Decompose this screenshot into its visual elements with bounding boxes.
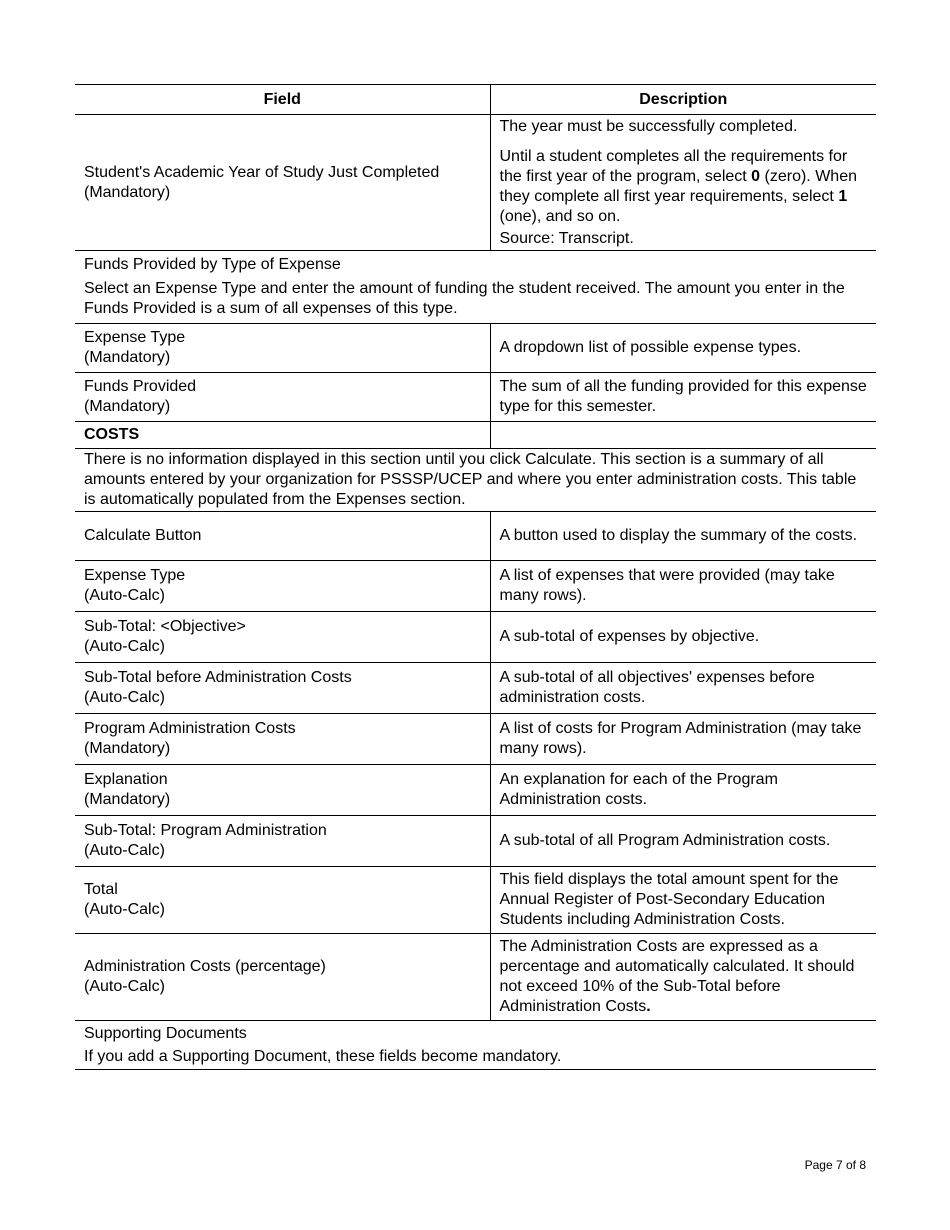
empty-cell [490,422,876,449]
field-qualifier: (Auto-Calc) [84,978,165,995]
field-qualifier: (Mandatory) [84,398,171,415]
desc-bold-period: . [646,998,651,1015]
field-cell [75,373,490,422]
document-page [75,84,876,1070]
field-label: Expense Type [84,567,186,584]
field-qualifier: (Mandatory) [84,740,171,757]
description-text-2 [500,147,868,227]
description-cell: A button used to display the summary of the costs. [490,512,876,561]
description-cell: A list of expenses that were provided (may take many rows). [490,561,876,612]
field-qualifier: (Auto-Calc) [84,901,165,918]
description-cell: An explanation for each of the Program Administration costs. [490,765,876,816]
section-text: Select an Expense Type and enter the amount of funding the student received. The amount you enter in the Funds Provided is a sum of all expenses of this type. [84,280,845,317]
field-label: Calculate Button [84,527,202,544]
field-cell [75,115,490,251]
field-label: Administration Costs (percentage) [84,958,326,975]
table-row-costs-section [75,449,876,512]
field-cell [75,934,490,1021]
field-label: Expense Type [84,329,186,346]
description-cell [490,934,876,1021]
field-cell [75,816,490,867]
desc-part: (zero). When they complete all first year requirements, select [499,168,857,205]
field-cell [75,714,490,765]
table-header-row [75,85,876,115]
table-row-expense-type [75,324,876,373]
desc-part: The Administration Costs are expressed as a percentage and automatically calculated. It should not exceed 10% of the Sub-Total before Administration Costs [499,938,855,1015]
field-label: Sub-Total: <Objective> [84,618,246,635]
table-row-academic-year [75,115,876,251]
field-qualifier: (Auto-Calc) [84,587,165,604]
table-row [75,816,876,867]
description-cell: A dropdown list of possible expense types. [490,324,876,373]
description-cell: A sub-total of all objectives' expenses before administration costs. [490,663,876,714]
field-cell [75,867,490,934]
table-row [75,714,876,765]
section-text: If you add a Supporting Document, these fields become mandatory. [84,1048,562,1065]
field-label: Total [84,881,118,898]
page-number: Page 7 of 8 [804,1158,866,1172]
description-cell: A list of costs for Program Administration (may take many rows). [490,714,876,765]
table-row [75,612,876,663]
section-cell [75,251,876,324]
section-cell [75,1021,876,1070]
section-text: There is no information displayed in this section until you click Calculate. This section is a summary of all amounts entered by your organization for PSSSP/UCEP and where you enter administration costs. This table is automatically populated from the Expenses section. [75,449,876,512]
description-text-3: Source: Transcript. [499,230,634,247]
field-label: Explanation [84,771,168,788]
field-cell [75,612,490,663]
section-title: Funds Provided by Type of Expense [84,256,341,273]
field-qualifier: (Auto-Calc) [84,689,165,706]
field-cell [75,765,490,816]
field-label: Student's Academic Year of Study Just Completed [84,163,440,181]
costs-heading: COSTS [75,422,490,449]
desc-part: Until a student completes all the requirements for the first year of the program, select [499,148,848,185]
table-row [75,561,876,612]
description-cell: A sub-total of all Program Administration costs. [490,816,876,867]
table-row-costs-heading [75,422,876,449]
header-field: Field [75,85,490,115]
table-row [75,765,876,816]
field-qualifier: (Mandatory) [84,349,171,366]
table-row-funds-section [75,251,876,324]
description-cell [490,115,876,251]
field-label: Funds Provided [84,378,197,395]
field-qualifier: (Auto-Calc) [84,638,165,655]
field-description-table [75,84,876,1070]
field-cell [75,663,490,714]
field-qualifier: (Auto-Calc) [84,842,165,859]
desc-bold-one: 1 [838,188,848,205]
description-text-1: The year must be successfully completed. [499,118,798,135]
field-qualifier: (Mandatory) [84,791,171,808]
header-description: Description [490,85,876,115]
field-cell [75,561,490,612]
field-label: Program Administration Costs [84,720,296,737]
field-label: Sub-Total: Program Administration [84,822,327,839]
table-row [75,512,876,561]
section-title: Supporting Documents [84,1025,247,1042]
field-label: Sub-Total before Administration Costs [84,669,352,686]
table-row [75,867,876,934]
table-row-admin-percentage [75,934,876,1021]
field-qualifier: (Mandatory) [84,183,171,201]
desc-part: (one), and so on. [499,208,621,225]
description-cell: This field displays the total amount spent for the Annual Register of Post-Secondary Education Students including Administration Costs. [490,867,876,934]
costs-rows [75,512,876,934]
field-cell [75,512,490,561]
table-row [75,663,876,714]
field-cell [75,324,490,373]
description-cell: The sum of all the funding provided for this expense type for this semester. [490,373,876,422]
table-row-funds-provided [75,373,876,422]
desc-bold-zero: 0 [751,168,761,185]
table-row-supporting-documents [75,1021,876,1070]
description-cell: A sub-total of expenses by objective. [490,612,876,663]
